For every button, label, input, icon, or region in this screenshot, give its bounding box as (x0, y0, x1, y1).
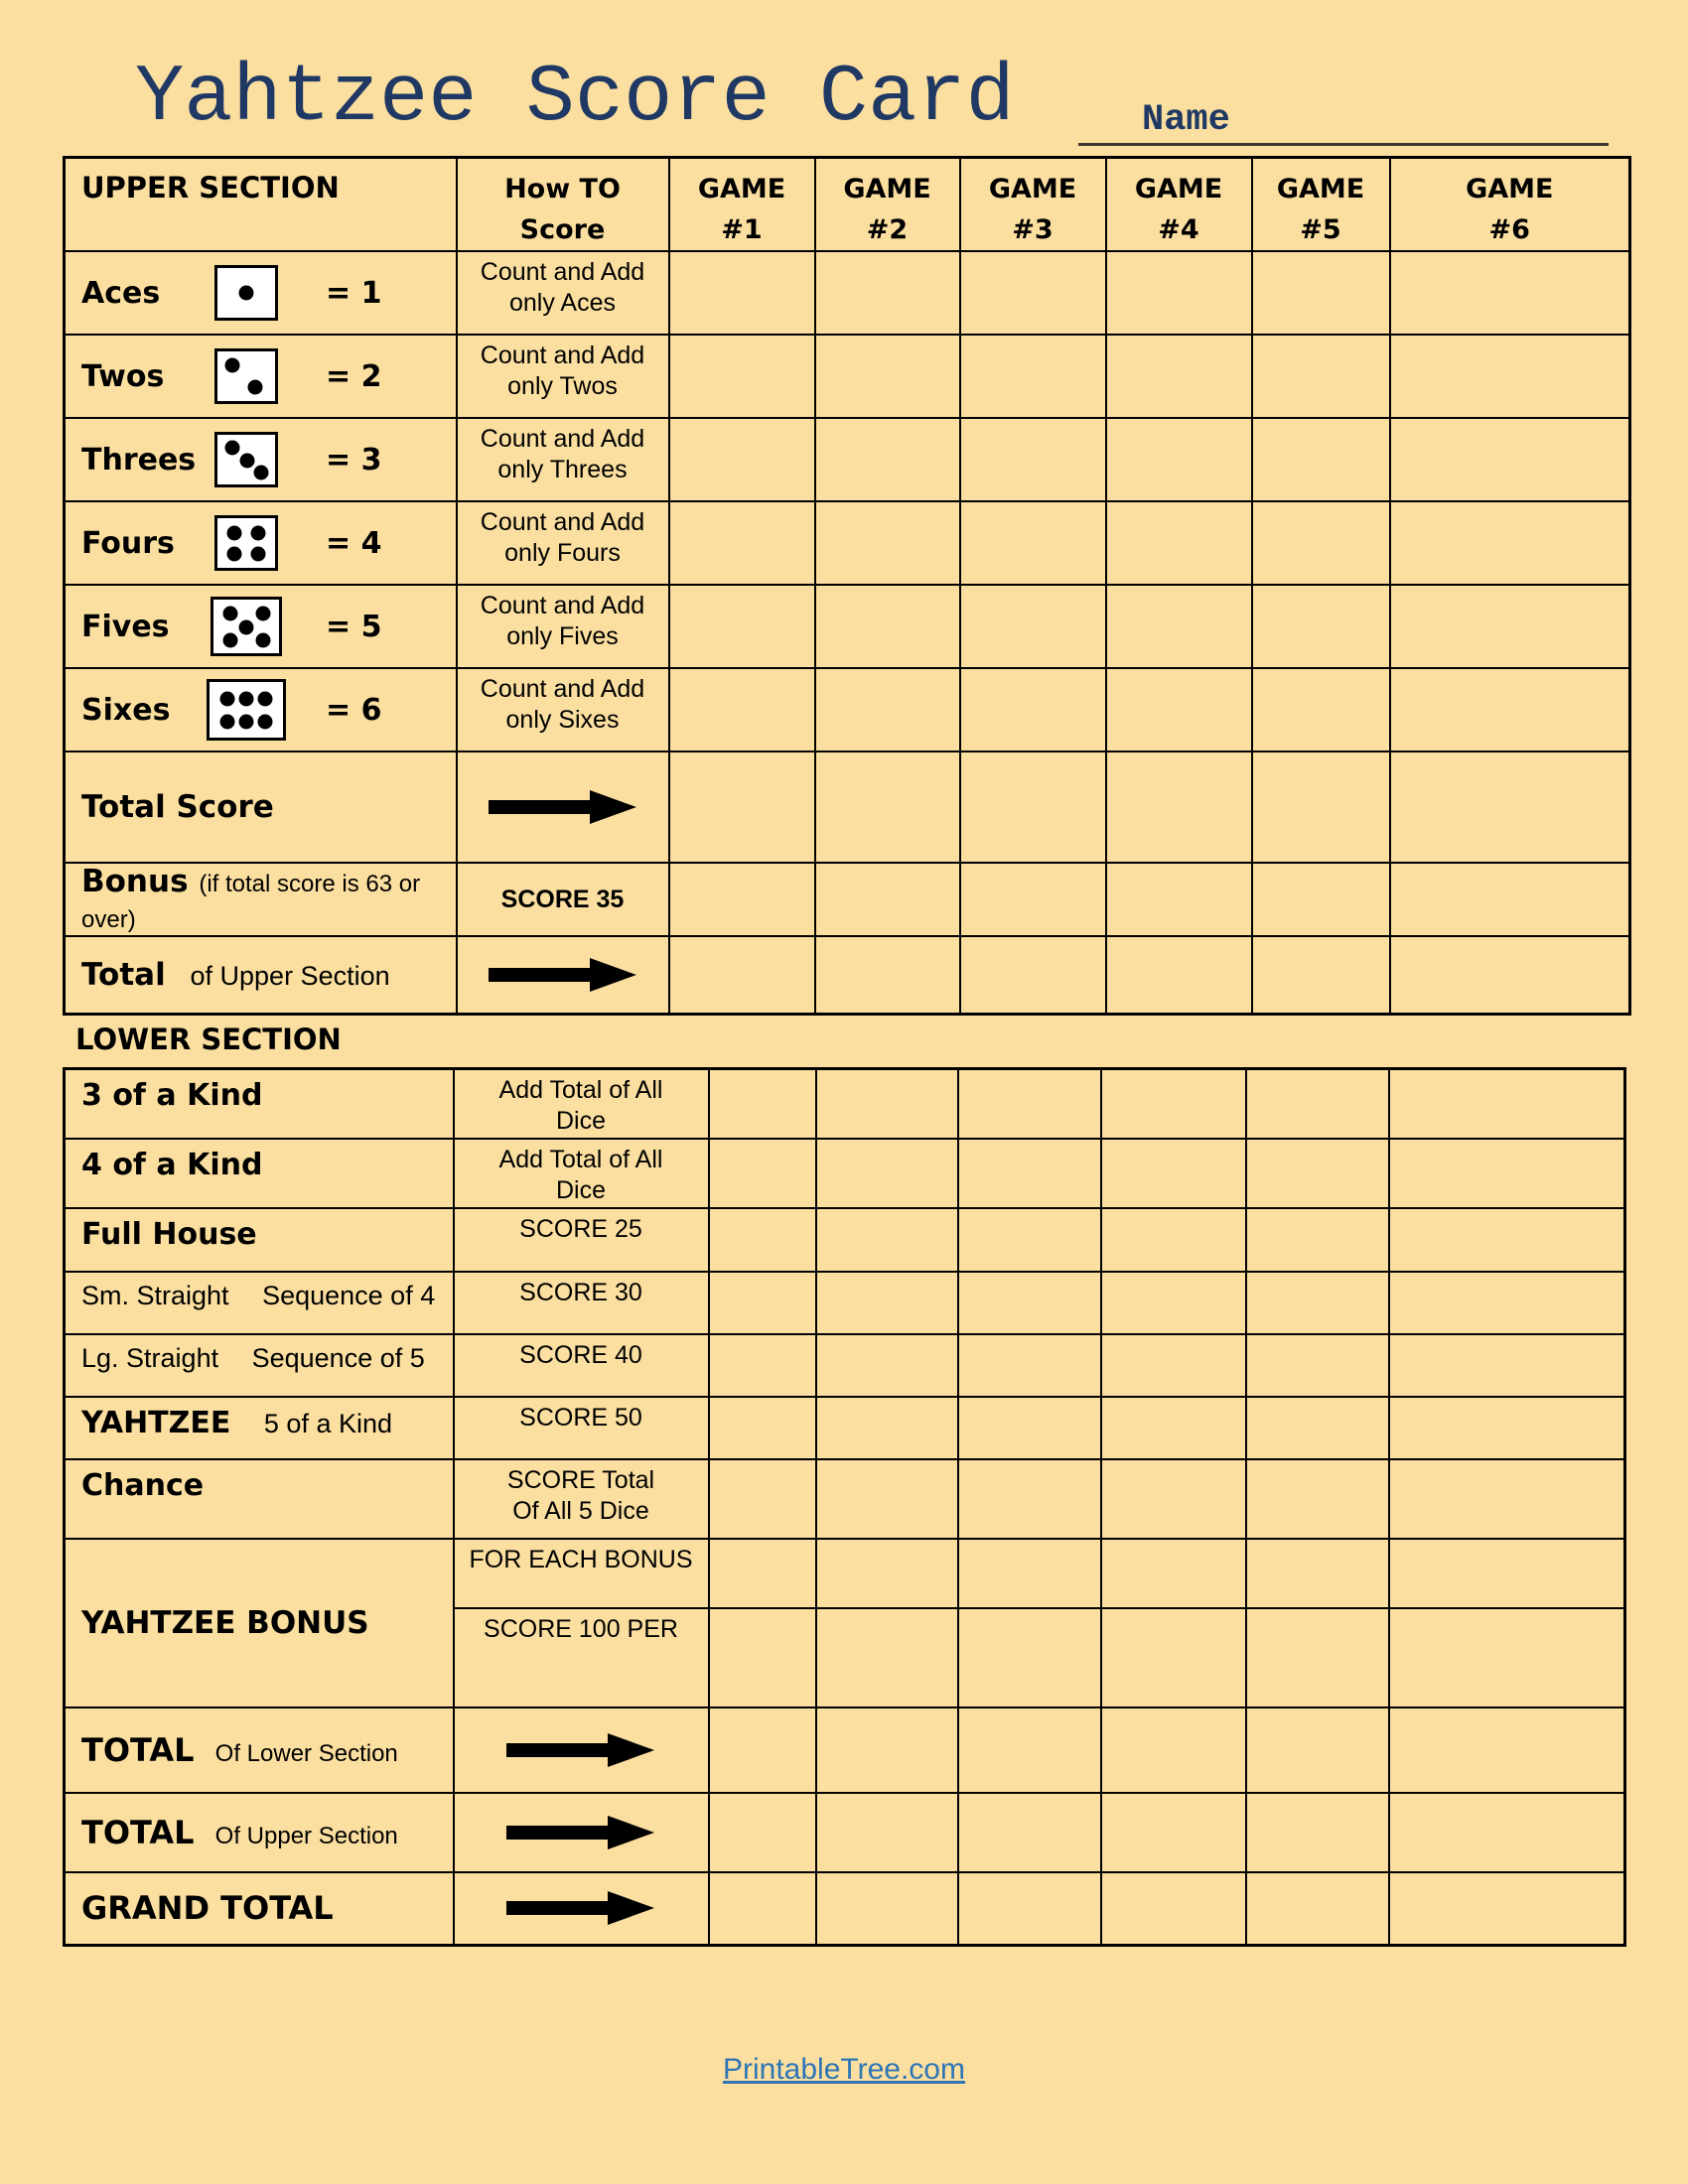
how-line1: Count and Add (480, 258, 645, 286)
how-line1: Add Total of All (498, 1076, 663, 1104)
yahtzee-note: 5 of a Kind (263, 1408, 392, 1438)
twos-label: Twos (81, 358, 165, 394)
score-cell (958, 1069, 1101, 1139)
fours-label: Fours (81, 525, 175, 561)
four-kind-label-cell (65, 1139, 454, 1208)
how-line2: Of All 5 Dice (512, 1496, 649, 1525)
score-cell (709, 1707, 816, 1793)
score-cell (669, 751, 815, 863)
score-cell (816, 1334, 958, 1397)
die-4-icon (214, 515, 278, 571)
score-cell (1252, 418, 1390, 501)
large-straight-label: Lg. Straight (81, 1342, 219, 1373)
row-yahtzee-bonus-top (65, 1539, 1625, 1608)
score-cell (709, 1397, 816, 1459)
score-cell (1252, 936, 1390, 1014)
score-cell (816, 1459, 958, 1539)
how-line1: Add Total of All (498, 1145, 663, 1173)
score-cell (1106, 251, 1252, 335)
score-cell (958, 1397, 1101, 1459)
score-cell (1252, 501, 1390, 585)
fives-label-cell (65, 585, 457, 668)
three-kind-label-cell (65, 1069, 454, 1139)
twos-how-cell (457, 335, 669, 418)
row-fives (65, 585, 1630, 668)
full-house-how-cell (454, 1208, 709, 1272)
score-cell (960, 936, 1106, 1014)
small-straight-how-cell (454, 1272, 709, 1334)
score-cell (815, 751, 960, 863)
score-cell (1101, 1459, 1246, 1539)
score-cell (1246, 1608, 1389, 1707)
score-cell (958, 1539, 1101, 1608)
die-1-icon (214, 265, 278, 321)
score-cell (1390, 863, 1630, 936)
score-cell (815, 251, 960, 335)
large-straight-label-cell (65, 1334, 454, 1397)
score-cell (709, 1608, 816, 1707)
bonus-label-cell (65, 863, 457, 936)
how-line1: SCORE 50 (519, 1403, 642, 1432)
row-yahtzee (65, 1397, 1625, 1459)
score-cell (1246, 1272, 1389, 1334)
score-cell (816, 1208, 958, 1272)
score-cell (1389, 1208, 1625, 1272)
game-word: GAME (988, 174, 1077, 205)
score-cell (816, 1793, 958, 1872)
total-lower-note: Of Lower Section (214, 1739, 398, 1767)
die-3-icon (214, 432, 278, 487)
how-line1: SCORE 25 (519, 1214, 642, 1243)
score-cell (1390, 668, 1630, 751)
score-cell (960, 418, 1106, 501)
score-cell (1246, 1539, 1389, 1608)
row-total-upper (65, 1793, 1625, 1872)
score-cell (816, 1707, 958, 1793)
upper-section-header: UPPER SECTION (65, 158, 457, 252)
full-house-label-cell (65, 1208, 454, 1272)
score-cell (1101, 1707, 1246, 1793)
score-cell (709, 1272, 816, 1334)
score-cell (816, 1608, 958, 1707)
score-cell (1106, 501, 1252, 585)
row-total-lower (65, 1707, 1625, 1793)
score-cell (1390, 251, 1630, 335)
right-arrow-icon (506, 1890, 655, 1926)
how-line1: Count and Add (480, 508, 645, 536)
game-3-header (960, 158, 1106, 252)
score-cell (960, 863, 1106, 936)
how-line2: only Sixes (505, 706, 620, 734)
total-upper-note: Of Upper Section (214, 1822, 398, 1849)
score-cell (1389, 1397, 1625, 1459)
total-lower-label-cell (65, 1707, 454, 1793)
how-to-line2: Score (519, 214, 606, 245)
sixes-label: Sixes (81, 692, 171, 728)
row-upper-total (65, 936, 1630, 1014)
score-cell (958, 1793, 1101, 1872)
yahtzee-how-cell (454, 1397, 709, 1459)
row-grand-total (65, 1872, 1625, 1946)
sixes-label-cell (65, 668, 457, 751)
total-score-label: Total Score (65, 751, 457, 863)
score-cell (815, 501, 960, 585)
score-cell (1390, 335, 1630, 418)
score-cell (1101, 1397, 1246, 1459)
score-cell (1390, 585, 1630, 668)
score-cell (1246, 1397, 1389, 1459)
row-4-of-a-kind (65, 1139, 1625, 1208)
score-cell (960, 585, 1106, 668)
score-cell (958, 1872, 1101, 1946)
threes-label-cell (65, 418, 457, 501)
score-cell (1389, 1707, 1625, 1793)
twos-value: = 2 (326, 358, 382, 394)
upper-section-table (63, 156, 1631, 1016)
row-small-straight (65, 1272, 1625, 1334)
score-cell (1390, 751, 1630, 863)
score-cell (1390, 936, 1630, 1014)
how-line1: SCORE 40 (519, 1340, 642, 1369)
score-cell (669, 863, 815, 936)
score-cell (1246, 1459, 1389, 1539)
score-cell (1106, 418, 1252, 501)
score-cell (1389, 1459, 1625, 1539)
aces-label: Aces (81, 275, 161, 311)
how-line2: only Fives (506, 622, 619, 650)
score-cell (1389, 1069, 1625, 1139)
score-cell (1101, 1334, 1246, 1397)
grand-total-label: GRAND TOTAL (81, 1889, 334, 1928)
twos-label-cell (65, 335, 457, 418)
total-lower-arrow-cell (454, 1707, 709, 1793)
how-line2: Dice (555, 1107, 606, 1135)
aces-how-cell (457, 251, 669, 335)
yahtzee-label: YAHTZEE (81, 1405, 231, 1440)
score-cell (1252, 251, 1390, 335)
score-cell (958, 1334, 1101, 1397)
lower-section-heading: LOWER SECTION (75, 1023, 342, 1056)
game-word: GAME (1466, 174, 1554, 205)
aces-label-cell (65, 251, 457, 335)
score-cell (669, 936, 815, 1014)
score-cell (815, 418, 960, 501)
how-line1: SCORE 30 (519, 1278, 642, 1306)
small-straight-label: Sm. Straight (81, 1280, 229, 1310)
how-line2: only Twos (507, 372, 618, 400)
yahtzee-bonus-how-bottom-cell: SCORE 100 PER (454, 1608, 709, 1707)
score-cell (669, 585, 815, 668)
score-cell (709, 1872, 816, 1946)
game-word: GAME (697, 174, 786, 205)
how-line2: only Fours (504, 539, 621, 567)
score-cell (1246, 1334, 1389, 1397)
fours-label-cell (65, 501, 457, 585)
score-cell (709, 1539, 816, 1608)
chance-how-cell (454, 1459, 709, 1539)
score-cell (709, 1793, 816, 1872)
fives-how-cell (457, 585, 669, 668)
sixes-value: = 6 (326, 692, 382, 728)
name-field-line (1078, 81, 1609, 146)
score-cell (960, 751, 1106, 863)
printabletree-link[interactable]: PrintableTree.com (723, 2053, 965, 2086)
threes-how-cell (457, 418, 669, 501)
game-word: GAME (1134, 174, 1223, 205)
fours-value: = 4 (326, 525, 382, 561)
game-num: #4 (1158, 214, 1199, 245)
score-cell (1101, 1793, 1246, 1872)
score-cell (815, 585, 960, 668)
four-kind-how-cell (454, 1139, 709, 1208)
row-chance (65, 1459, 1625, 1539)
row-total-score (65, 751, 1630, 863)
score-cell (1252, 751, 1390, 863)
chance-label-cell (65, 1459, 454, 1539)
score-cell (1389, 1608, 1625, 1707)
total-score-arrow-cell (457, 751, 669, 863)
score-cell (1101, 1608, 1246, 1707)
score-cell (1106, 936, 1252, 1014)
row-fours (65, 501, 1630, 585)
large-straight-note: Sequence of 5 (251, 1342, 425, 1373)
four-kind-label: 4 of a Kind (81, 1147, 263, 1182)
right-arrow-icon (489, 957, 637, 993)
row-threes (65, 418, 1630, 501)
score-cell (958, 1707, 1101, 1793)
die-6-icon (207, 679, 286, 741)
game-num: #3 (1012, 214, 1054, 245)
score-cell (816, 1139, 958, 1208)
score-cell (1246, 1069, 1389, 1139)
score-cell (958, 1208, 1101, 1272)
row-aces (65, 251, 1630, 335)
score-cell (669, 418, 815, 501)
bonus-how-cell: SCORE 35 (457, 863, 669, 936)
score-cell (1252, 335, 1390, 418)
score-cell (958, 1272, 1101, 1334)
score-cell (960, 251, 1106, 335)
sixes-how-cell (457, 668, 669, 751)
game-word: GAME (843, 174, 931, 205)
chance-label: Chance (81, 1467, 205, 1503)
total-lower-label: TOTAL (81, 1730, 195, 1769)
score-cell (1101, 1208, 1246, 1272)
die-5-icon (211, 597, 282, 656)
small-straight-note: Sequence of 4 (262, 1280, 436, 1310)
game-4-header (1106, 158, 1252, 252)
score-cell (816, 1272, 958, 1334)
three-kind-how-cell (454, 1069, 709, 1139)
score-cell (816, 1397, 958, 1459)
score-cell (709, 1334, 816, 1397)
game-word: GAME (1276, 174, 1365, 205)
score-cell (815, 863, 960, 936)
score-cell (1389, 1539, 1625, 1608)
score-cell (1246, 1872, 1389, 1946)
score-cell (1101, 1069, 1246, 1139)
score-cell (1390, 501, 1630, 585)
how-line2: only Threes (497, 456, 628, 483)
score-cell (1389, 1139, 1625, 1208)
score-cell (669, 335, 815, 418)
score-cell (1106, 863, 1252, 936)
score-cell (1389, 1334, 1625, 1397)
score-cell (1390, 418, 1630, 501)
game-2-header (815, 158, 960, 252)
how-line1: Count and Add (480, 592, 645, 619)
fives-value: = 5 (326, 609, 382, 644)
score-cell (816, 1069, 958, 1139)
score-cell (815, 335, 960, 418)
score-cell (958, 1459, 1101, 1539)
score-cell (1101, 1539, 1246, 1608)
score-cell (709, 1139, 816, 1208)
footer (0, 2053, 1688, 2087)
score-cell (1246, 1139, 1389, 1208)
name-label: Name (1142, 99, 1230, 141)
game-num: #6 (1488, 214, 1530, 245)
score-cell (815, 668, 960, 751)
score-cell (1106, 335, 1252, 418)
score-cell (1106, 751, 1252, 863)
score-cell (1252, 668, 1390, 751)
score-cell (960, 335, 1106, 418)
score-cell (1101, 1139, 1246, 1208)
score-cell (669, 668, 815, 751)
score-cell (1389, 1272, 1625, 1334)
game-6-header (1390, 158, 1630, 252)
row-twos (65, 335, 1630, 418)
score-cell (1252, 863, 1390, 936)
how-to-line1: How TO (504, 174, 621, 205)
score-cell (669, 251, 815, 335)
how-line1: Count and Add (480, 341, 645, 369)
score-cell (815, 936, 960, 1014)
score-cell (1106, 585, 1252, 668)
yahtzee-bonus-how-top-cell: FOR EACH BONUS (454, 1539, 709, 1608)
right-arrow-icon (506, 1732, 655, 1768)
total-upper-label: TOTAL (81, 1813, 195, 1851)
row-bonus (65, 863, 1630, 936)
row-sixes (65, 668, 1630, 751)
total-upper-label-cell (65, 1793, 454, 1872)
threes-label: Threes (81, 442, 197, 478)
score-cell (709, 1069, 816, 1139)
bonus-note: (if total score is 63 or over) (81, 871, 421, 933)
score-cell (958, 1608, 1101, 1707)
score-cell (1389, 1793, 1625, 1872)
how-to-score-header (457, 158, 669, 252)
total-upper-arrow-cell (454, 1793, 709, 1872)
row-3-of-a-kind (65, 1069, 1625, 1139)
yahtzee-bonus-label: YAHTZEE BONUS (81, 1604, 369, 1641)
game-num: #5 (1300, 214, 1341, 245)
score-cell (1101, 1872, 1246, 1946)
small-straight-label-cell (65, 1272, 454, 1334)
lower-section-table (63, 1067, 1626, 1947)
how-line1: Count and Add (480, 675, 645, 703)
score-cell (709, 1208, 816, 1272)
right-arrow-icon (489, 789, 637, 825)
row-full-house (65, 1208, 1625, 1272)
grand-total-arrow-cell (454, 1872, 709, 1946)
upper-total-label: Total (81, 956, 166, 993)
grand-total-label-cell (65, 1872, 454, 1946)
score-cell (1246, 1208, 1389, 1272)
score-cell (1246, 1707, 1389, 1793)
fours-how-cell (457, 501, 669, 585)
fives-label: Fives (81, 609, 170, 644)
score-cell (1106, 668, 1252, 751)
die-2-icon (214, 348, 278, 404)
full-house-label: Full House (81, 1216, 257, 1252)
how-line2: Dice (555, 1175, 606, 1204)
game-5-header (1252, 158, 1390, 252)
score-cell (1252, 585, 1390, 668)
row-large-straight (65, 1334, 1625, 1397)
game-num: #2 (866, 214, 909, 245)
score-cell (1101, 1272, 1246, 1334)
how-line1: SCORE Total (506, 1465, 655, 1494)
threes-value: = 3 (326, 442, 382, 478)
score-cell (816, 1539, 958, 1608)
large-straight-how-cell (454, 1334, 709, 1397)
upper-total-label-cell (65, 936, 457, 1014)
how-line2: only Aces (508, 289, 616, 317)
yahtzee-bonus-label-cell (65, 1539, 454, 1707)
game-1-header (669, 158, 815, 252)
score-cell (1246, 1793, 1389, 1872)
score-cell (960, 501, 1106, 585)
upper-total-arrow-cell (457, 936, 669, 1014)
score-cell (1389, 1872, 1625, 1946)
bonus-label: Bonus (81, 864, 189, 899)
score-cell (960, 668, 1106, 751)
page-title: Yahtzee Score Card (135, 52, 1015, 144)
game-num: #1 (721, 214, 763, 245)
score-cell (958, 1139, 1101, 1208)
upper-header-row (65, 158, 1630, 252)
right-arrow-icon (506, 1815, 655, 1850)
upper-total-note: of Upper Section (190, 960, 390, 991)
score-cell (669, 501, 815, 585)
score-cell (816, 1872, 958, 1946)
score-cell (709, 1459, 816, 1539)
how-line1: Count and Add (480, 425, 645, 453)
aces-value: = 1 (326, 275, 382, 311)
yahtzee-label-cell (65, 1397, 454, 1459)
three-kind-label: 3 of a Kind (81, 1078, 263, 1113)
